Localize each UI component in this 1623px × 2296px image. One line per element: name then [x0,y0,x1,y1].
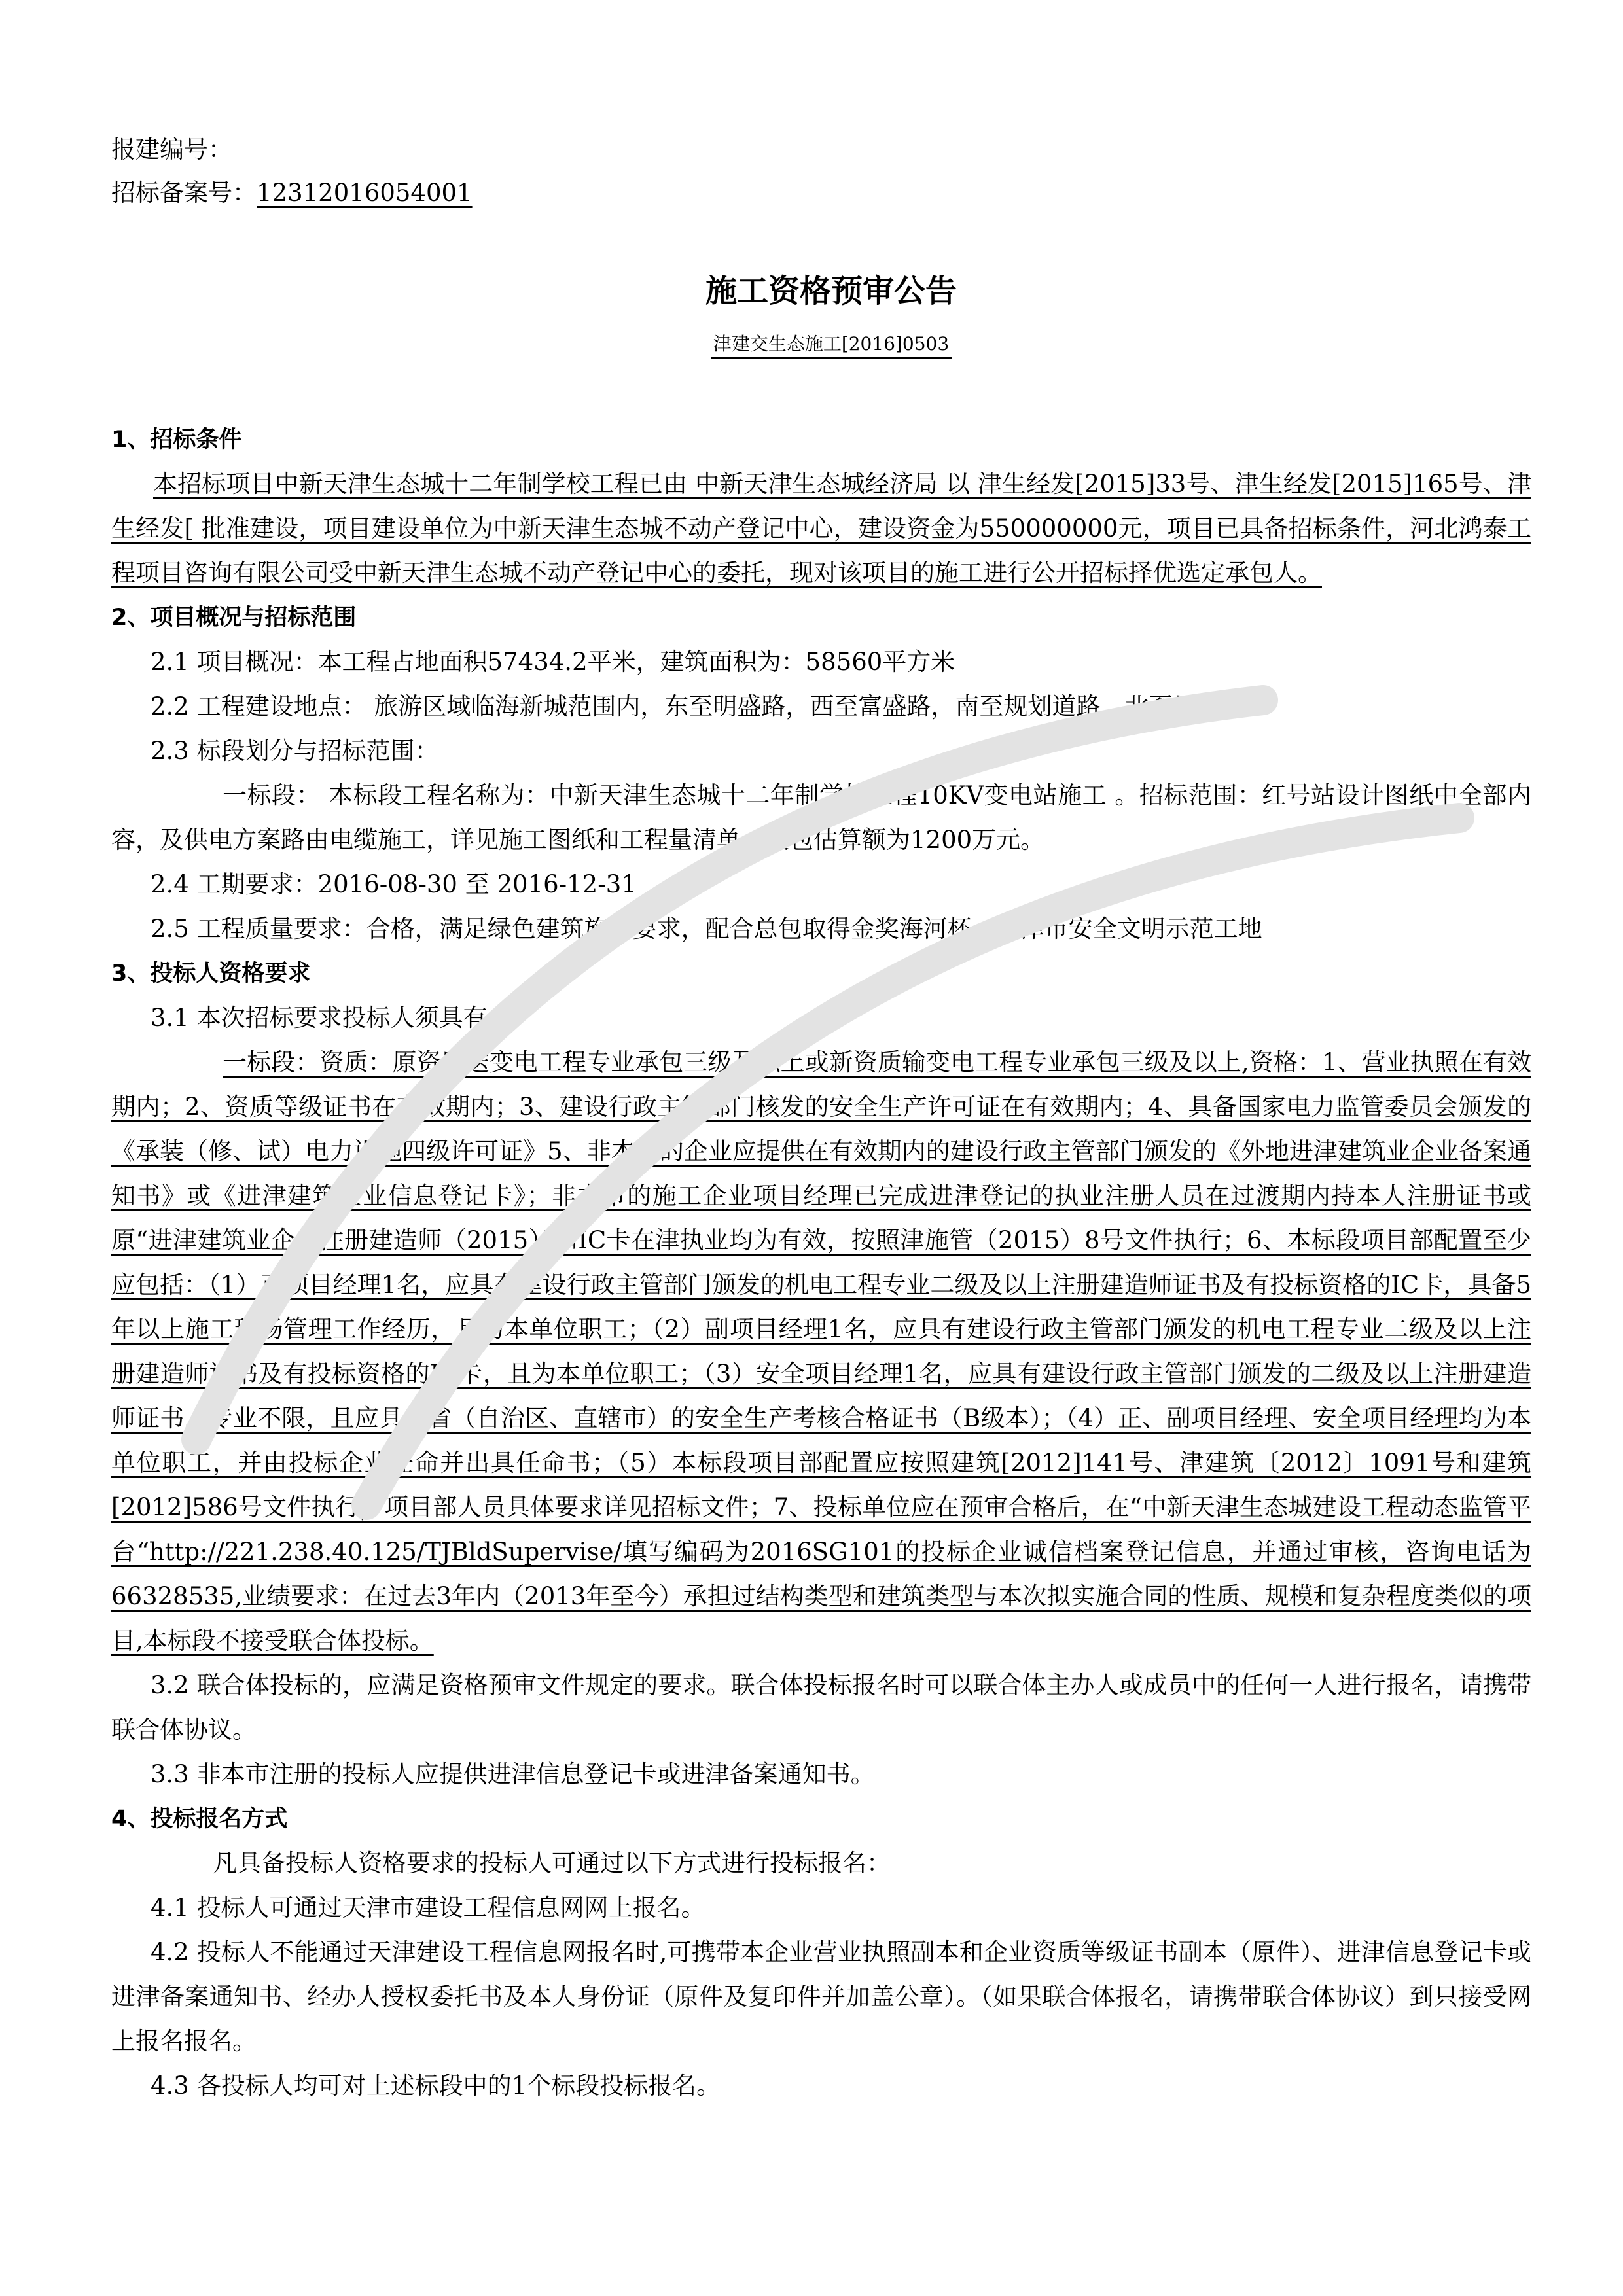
section-2-title: 2、项目概况与招标范围 [111,605,357,631]
section-4-1: 4.1 投标人可通过天津市建设工程信息网网上报名。 [151,1894,705,1922]
report-no-label: 报建编号： [111,135,232,164]
section-4-title: 4、投标报名方式 [111,1806,288,1832]
section-2-3: 2.3 标段划分与招标范围： [151,737,439,765]
section-4-2: 4.2 投标人不能通过天津建设工程信息网报名时,可携带本企业营业执照副本和企业资质等级证书副本（原件）、进津信息登记卡或进津备案通知书、经办人授权委托书及本人身份证（原件及复印件并加盖公章）。（如果联合体报名，请携带联合体协议）到只接受网上报名报名。 [111,1938,1531,2055]
page-title: 施工资格预审公告 [705,273,957,309]
notice-body [111,417,1531,2108]
tender-record-label: 招标备案号： [111,179,257,207]
section-2-2: 2.2 工程建设地点： 旅游区域临海新城范围内，东至明盛路，西至富盛路，南至规划道路，北至川博路 [151,692,1246,720]
section-3-title: 3、投标人资格要求 [111,961,311,987]
section-1-paragraph: 本招标项目中新天津生态城十二年制学校工程已由 中新天津生态城经济局 以 津生经发[2015]33号、津生经发[2015]165号、津生经发[ 批准建设，项目建设单位为中新天津生态城不动产登记中心，建设资金为550000000元，项目已具备招标条件，河北鸿泰工程项目咨询有限公司受中新天津生态城不动产登记中心的委托，现对该项目的施工进行公开招标择优选定承包人。 [111,470,1531,587]
section-3-lot-1: 一标段：资质：原资质送变电工程专业承包三级及以上或新资质输变电工程专业承包三级及以上,资格：1、营业执照在有效期内；2、资质等级证书在有效期内；3、建设行政主管部门核发的安全生产许可证在有效期内；4、具备国家电力监管委员会颁发的《承装（修、试）电力设施四级许可证》5、非本市的企业应提供在有效期内的建设行政主管部门颁发的《外地进津建筑业企业备案通知书》或《进津建筑企业信息登记卡》；非本市的施工企业项目经理已完成进津登记的执业注册人员在过渡期内持本人注册证书或原“进津建筑业企业注册建造师（2015）”和IC卡在津执业均为有效，按照津施管（2015）8号文件执行；6、本标段项目部配置至少应包括：（1）正项目经理1名，应具有建设行政主管部门颁发的机电工程专业二级及以上注册建造师证书及有投标资格的IC卡，具备5年以上施工现场管理工作经历，且为本单位职工；（2）副项目经理1名，应具有建设行政主管部门颁发的机电工程专业二级及以上注册建造师证书及有投标资格的IC卡，且为本单位职工；（3）安全项目经理1名，应具有建设行政主管部门颁发的二级及以上注册建造师证书，专业不限，且应具备省（自治区、直辖市）的安全生产考核合格证书（B级本）；（4）正、副项目经理、安全项目经理均为本单位职工，并由投标企业任命并出具任命书；（5）本标段项目部配置应按照建筑[2012]141号、津建筑〔2012〕1091号和建筑[2012]586号文件执行，项目部人员具体要求详见招标文件；7、投标单位应在预审合格后，在“中新天津生态城建设工程动态监管平台“http://221.238.40.125/TJBldSupervise/填写编码为2016SG101的投标企业诚信档案登记信息，并通过审核，咨询电话为66328535,业绩要求：在过去3年内（2013年至今）承担过结构类型和建筑类型与本次拟实施合同的性质、规模和复杂程度类似的项目,本标段不接受联合体投标。 [111,1048,1532,1655]
section-2-1: 2.1 项目概况：本工程占地面积57434.2平米，建筑面积为：58560平方米 [151,648,955,676]
section-3-3: 3.3 非本市注册的投标人应提供进津信息登记卡或进津备案通知书。 [151,1760,875,1788]
section-4-3: 4.3 各投标人均可对上述标段中的1个标段投标报名。 [151,2072,721,2100]
report-no-line [111,128,1531,171]
tender-record-line [111,171,1531,215]
document-number [111,331,1531,357]
section-2-lot-1: 一标段： 本标段工程名称为：中新天津生态城十二年制学校工程10KV变电站施工 。招标范围：红号站设计图纸中全部内容，及供电方案路由电缆施工，详见施工图纸和工程量清单。发包估算额为1200万元。 [111,781,1531,854]
section-2-5: 2.5 工程质量要求：合格，满足绿色建筑施工要求，配合总包取得金奖海河杯、天津市安全文明示范工地 [151,915,1262,943]
tender-record-no: 12312016054001 [257,179,473,207]
section-1-title: 1、招标条件 [111,427,242,453]
section-3-1: 3.1 本次招标要求投标人须具有： [151,1004,512,1032]
document-number-text: 津建交生态施工[2016]0503 [711,333,952,359]
section-4-intro: 凡具备投标人资格要求的投标人可通过以下方式进行投标报名： [213,1849,891,1877]
section-3-2: 3.2 联合体投标的，应满足资格预审文件规定的要求。联合体投标报名时可以联合体主办人或成员中的任何一人进行报名，请携带联合体协议。 [111,1671,1531,1744]
section-2-4: 2.4 工期要求：2016-08-30 至 2016-12-31 [151,870,637,898]
